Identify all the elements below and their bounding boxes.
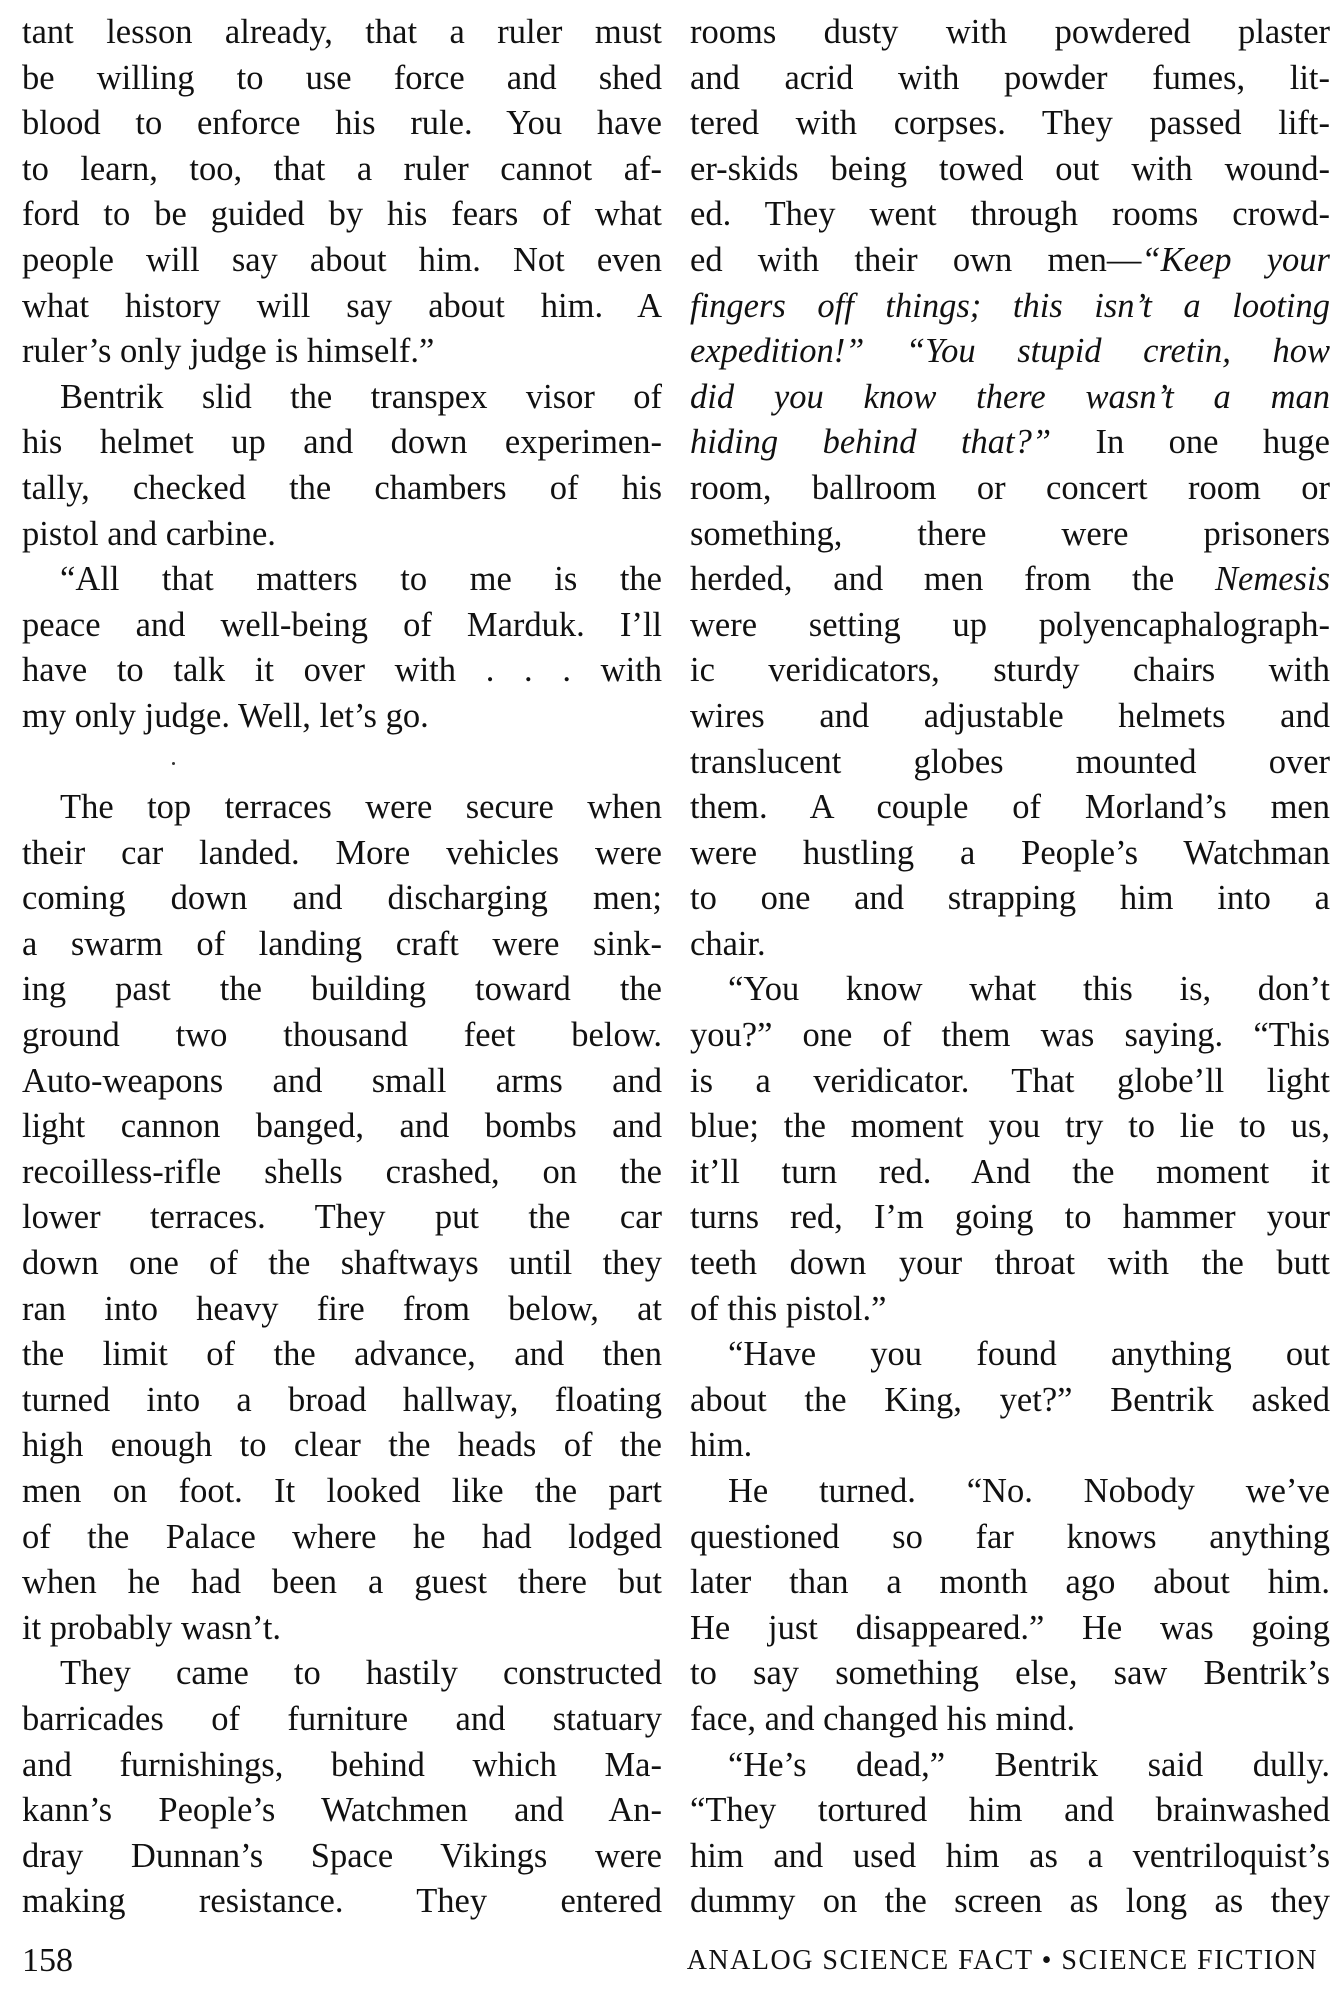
roman-text: tered with corpses. They passed lift- [690, 104, 1330, 143]
roman-text: and acrid with powder fumes, lit- [690, 58, 1330, 97]
text-line [22, 1150, 662, 1196]
text-line [690, 420, 1330, 466]
roman-text: kann’s People’s Watchmen and An- [22, 1791, 662, 1830]
roman-text: of this pistol.” [690, 1289, 887, 1328]
roman-text: “All that matters to me is the [60, 560, 662, 599]
roman-text: “Have you found anything out [728, 1335, 1330, 1374]
roman-text: ford to be guided by his fears of what [22, 195, 662, 234]
left-text-column [22, 10, 662, 1925]
text-line [690, 1834, 1330, 1880]
text-line [22, 420, 662, 466]
text-line [690, 1879, 1330, 1925]
text-line [690, 238, 1330, 284]
roman-text: “You know what this is, don’t [728, 970, 1330, 1009]
text-line [690, 694, 1330, 740]
text-line [22, 1287, 662, 1333]
text-line [690, 1378, 1330, 1424]
text-line [22, 557, 662, 603]
roman-text: translucent globes mounted over [690, 742, 1330, 781]
text-line [690, 1743, 1330, 1789]
roman-text: dray Dunnan’s Space Vikings were [22, 1836, 662, 1875]
text-line [22, 284, 662, 330]
roman-text: when he had been a guest there but [22, 1563, 662, 1602]
roman-text: face, and changed his mind. [690, 1699, 1076, 1738]
text-line [690, 1606, 1330, 1652]
text-line [22, 694, 662, 740]
roman-text: In one huge [1051, 423, 1330, 462]
roman-text: later than a month ago about him. [690, 1563, 1330, 1602]
text-line [690, 1287, 1330, 1333]
text-line [690, 284, 1330, 330]
roman-text: Auto-weapons and small arms and [22, 1061, 662, 1100]
roman-text: their car landed. More vehicles were [22, 833, 662, 872]
roman-text: men on foot. It looked like the part [22, 1472, 662, 1510]
roman-text: ic veridicators, sturdy chairs with [690, 651, 1330, 690]
running-title: ANALOG SCIENCE FACT • SCIENCE FICTION [686, 1945, 1318, 1976]
text-line [22, 147, 662, 193]
text-line [22, 785, 662, 831]
text-line [22, 603, 662, 649]
text-line [22, 192, 662, 238]
roman-text: ed. They went through rooms crowd- [690, 195, 1330, 234]
roman-text: of the Palace where he had lodged [22, 1517, 662, 1556]
text-line [690, 1515, 1330, 1561]
roman-text: blue; the moment you try to lie to us, [690, 1107, 1330, 1146]
roman-text: ruler’s only judge is himself.” [22, 332, 435, 371]
roman-text: to learn, too, that a ruler cannot af- [22, 149, 662, 188]
roman-text: peace and well-being of Marduk. I’ll [22, 605, 662, 644]
text-line [22, 1423, 662, 1469]
text-line [22, 101, 662, 147]
text-line [690, 1469, 1330, 1515]
roman-text: er-skids being towed out with wound- [690, 149, 1330, 188]
roman-text: questioned so far knows anything [690, 1517, 1330, 1556]
roman-text: down one of the shaftways until they [22, 1244, 662, 1283]
roman-text: it’ll turn red. And the moment it [690, 1152, 1330, 1191]
roman-text: be willing to use force and shed [22, 58, 662, 97]
roman-text: my only judge. Well, let’s go. [22, 696, 429, 735]
text-line [22, 1013, 662, 1059]
text-line [690, 1241, 1330, 1287]
italic-text: “Keep your [1141, 240, 1330, 279]
text-line [22, 1788, 662, 1834]
roman-text: ran into heavy fire from below, at [22, 1289, 662, 1328]
roman-text: chair. [690, 924, 766, 963]
roman-text: him. [690, 1426, 753, 1465]
text-line [690, 1150, 1330, 1196]
roman-text: people will say about him. Not even [22, 240, 662, 279]
text-line [690, 1059, 1330, 1105]
text-line [690, 603, 1330, 649]
roman-text: have to talk it over with . . . with [22, 651, 662, 690]
text-line [690, 1788, 1330, 1834]
text-line [690, 1332, 1330, 1378]
text-line [690, 1423, 1330, 1469]
scene-break [22, 740, 662, 786]
text-line [22, 1332, 662, 1378]
roman-text: barricades of furniture and statuary [22, 1699, 662, 1738]
text-line [690, 1013, 1330, 1059]
roman-text: He just disappeared.” He was going [690, 1608, 1330, 1647]
roman-text: turns red, I’m going to hammer your [690, 1198, 1330, 1237]
text-line [690, 876, 1330, 922]
roman-text: rooms dusty with powdered plaster [690, 13, 1330, 51]
text-line [690, 56, 1330, 102]
text-line [22, 10, 662, 56]
text-line [22, 1606, 662, 1652]
roman-text: dummy on the screen as long as they [690, 1882, 1330, 1921]
text-line [690, 740, 1330, 786]
text-line [22, 466, 662, 512]
roman-text: and furnishings, behind which Ma- [22, 1745, 662, 1784]
italic-text: did you know there wasn’t a man [690, 377, 1330, 416]
roman-text: coming down and discharging men; [22, 879, 662, 918]
roman-text: is a veridicator. That globe’ll light [690, 1061, 1330, 1100]
text-line [690, 1697, 1330, 1743]
text-line [690, 329, 1330, 375]
text-line [690, 967, 1330, 1013]
roman-text: wires and adjustable helmets and [690, 696, 1330, 735]
text-line [690, 557, 1330, 603]
text-line [690, 101, 1330, 147]
text-line [22, 1104, 662, 1150]
roman-text: tally, checked the chambers of his [22, 468, 662, 507]
roman-text: He turned. “No. Nobody we’ve [728, 1472, 1330, 1510]
roman-text: to one and strapping him into a [690, 879, 1330, 918]
text-line [690, 1104, 1330, 1150]
roman-text: them. A couple of Morland’s men [690, 788, 1330, 827]
roman-text: ground two thousand feet below. [22, 1016, 662, 1055]
text-line [690, 466, 1330, 512]
text-line [22, 1651, 662, 1697]
roman-text: about the King, yet?” Bentrik asked [690, 1380, 1330, 1419]
page-number: 158 [22, 1942, 73, 1979]
text-line [690, 147, 1330, 193]
roman-text: the limit of the advance, and then [22, 1335, 662, 1374]
roman-text: They came to hastily constructed [60, 1654, 662, 1693]
italic-text: expedition!” “You stupid cretin, how [690, 332, 1330, 371]
roman-text: a swarm of landing craft were sink- [22, 924, 662, 963]
roman-text: “He’s dead,” Bentrik said dully. [728, 1745, 1330, 1784]
text-line [22, 1743, 662, 1789]
text-line [690, 10, 1330, 56]
text-line [22, 238, 662, 284]
text-line [22, 1515, 662, 1561]
roman-text: room, ballroom or concert room or [690, 468, 1330, 507]
text-line [22, 1469, 662, 1515]
roman-text: “They tortured him and brainwashed [690, 1791, 1330, 1830]
text-line [22, 1697, 662, 1743]
text-line [690, 375, 1330, 421]
text-line [22, 876, 662, 922]
text-line [22, 1195, 662, 1241]
text-line [690, 831, 1330, 877]
text-line [690, 1560, 1330, 1606]
roman-text: ed with their own men— [690, 240, 1142, 279]
text-line [22, 512, 662, 558]
roman-text: pistol and carbine. [22, 514, 276, 553]
roman-text: high enough to clear the heads of the [22, 1426, 662, 1465]
italic-text: fingers off things; this isn’t a looting [690, 286, 1330, 325]
italic-text: Nemesis [1215, 560, 1330, 599]
right-text-column [690, 10, 1330, 1925]
text-line [22, 831, 662, 877]
roman-text: herded, and men from the [690, 560, 1215, 599]
text-line [690, 1651, 1330, 1697]
roman-text: light cannon banged, and bombs and [22, 1107, 662, 1146]
roman-text: The top terraces were secure when [60, 788, 662, 827]
roman-text: him and used him as a ventriloquist’s [690, 1836, 1330, 1875]
roman-text: to say something else, saw Bentrik’s [690, 1654, 1330, 1693]
roman-text: lower terraces. They put the car [22, 1198, 662, 1237]
roman-text: were hustling a People’s Watchman [690, 833, 1330, 872]
text-line [690, 785, 1330, 831]
text-line [22, 1560, 662, 1606]
text-line [22, 1241, 662, 1287]
text-line [22, 56, 662, 102]
roman-text: recoilless-rifle shells crashed, on the [22, 1152, 662, 1191]
text-line [690, 1195, 1330, 1241]
roman-text: making resistance. They entered [22, 1882, 662, 1921]
roman-text: it probably wasn’t. [22, 1608, 282, 1647]
text-line [690, 648, 1330, 694]
roman-text: tant lesson already, that a ruler must [22, 13, 662, 51]
roman-text: what history will say about him. A [22, 286, 662, 325]
italic-text: hiding behind that?” [690, 423, 1052, 462]
text-line [22, 1378, 662, 1424]
roman-text: were setting up polyencaphalograph- [690, 605, 1330, 644]
roman-text: you?” one of them was saying. “This [690, 1016, 1330, 1055]
text-line [22, 648, 662, 694]
roman-text: blood to enforce his rule. You have [22, 104, 662, 143]
roman-text: something, there were prisoners [690, 514, 1330, 553]
text-line [22, 1059, 662, 1105]
text-line [22, 1834, 662, 1880]
roman-text: turned into a broad hallway, floating [22, 1380, 662, 1419]
roman-text: his helmet up and down experimen- [22, 423, 662, 462]
text-line [22, 922, 662, 968]
text-line [22, 375, 662, 421]
roman-text: Bentrik slid the transpex visor of [60, 377, 662, 416]
text-line [690, 512, 1330, 558]
text-line [22, 967, 662, 1013]
roman-text: ing past the building toward the [22, 970, 662, 1009]
text-line [690, 192, 1330, 238]
page-footer [22, 1938, 1318, 1984]
roman-text: teeth down your throat with the butt [690, 1244, 1330, 1283]
text-line [22, 329, 662, 375]
text-line [690, 922, 1330, 968]
text-line [22, 1879, 662, 1925]
